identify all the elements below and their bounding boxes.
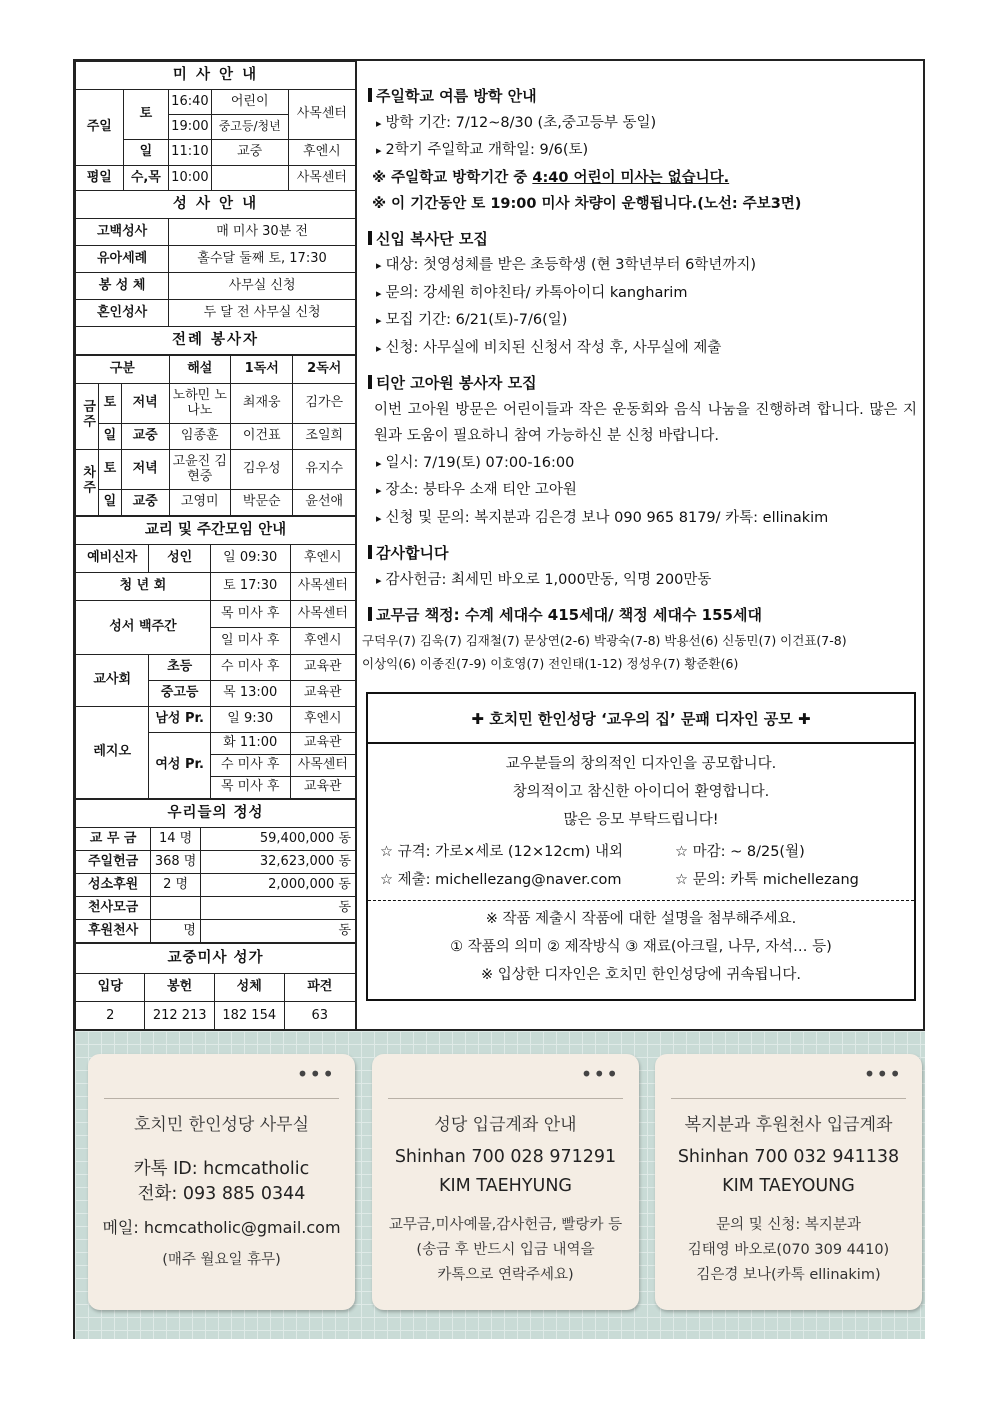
- mass-label: 저녁: [121, 450, 169, 490]
- notice-title: 신입 복사단 모집: [368, 226, 925, 253]
- card-line: 김은경 보나(카톡 ellinakim): [696, 1267, 881, 1283]
- more-icon: •••: [296, 1062, 335, 1086]
- notice-item: ▸ 대상: 첫영성체를 받은 초등학생 (현 3학년부터 6학년까지): [368, 252, 925, 280]
- hymn-header: 입당: [76, 974, 145, 1002]
- offering-amount: 동: [200, 897, 355, 920]
- card-title: 복지분과 후원천사 입금계좌: [684, 1115, 893, 1135]
- meeting-label: 교사회: [76, 655, 149, 707]
- day-label: 토: [98, 384, 121, 424]
- hymn-number: 182 154: [214, 1002, 284, 1031]
- mass-place: 후엔시: [288, 140, 355, 166]
- servers-header: 구분: [76, 356, 170, 384]
- server-name: 고영미: [169, 490, 231, 516]
- offering-amount: 59,400,000 동: [200, 828, 355, 851]
- meeting-time: 수 미사 후: [210, 755, 290, 777]
- contest-note: ※ 작품 제출시 작품에 대한 설명을 첨부해주세요.: [485, 911, 797, 927]
- day-label: 일: [98, 490, 121, 516]
- notice-item: ▸ 2학기 주일학교 개학일: 9/6(토): [368, 137, 925, 165]
- hymn-number: 212 213: [145, 1002, 215, 1031]
- mass-name: 교중: [211, 140, 288, 166]
- offering-key: 주일헌금: [76, 851, 151, 874]
- more-icon: •••: [863, 1062, 902, 1086]
- bulletin-page: [73, 59, 925, 1339]
- mass-name: 중고등/청년: [211, 115, 288, 140]
- card-line: 문의 및 신청: 복지분과: [716, 1217, 861, 1233]
- contest-note: ① 작품의 의미 ② 제작방식 ③ 재료(아크릴, 나무, 자석… 등): [450, 939, 832, 955]
- meeting-time: 목 미사 후: [210, 777, 290, 799]
- servers-header: 2독서: [293, 356, 356, 384]
- card-line: KIM TAEHYUNG: [439, 1176, 572, 1196]
- office-card: [88, 1054, 355, 1310]
- servers-header: 1독서: [231, 356, 293, 384]
- meeting-time: 일 미사 후: [210, 628, 290, 655]
- card-title: 호치민 한인성당 사무실: [133, 1115, 310, 1135]
- sacrament-key: 봉 성 체: [76, 273, 169, 300]
- card-line: (매주 월요일 휴무): [162, 1252, 281, 1268]
- day-label: 일: [98, 424, 121, 450]
- design-contest-box: [366, 692, 916, 1001]
- contest-meta: [380, 834, 902, 900]
- offering-count: 14 명: [151, 828, 201, 851]
- meeting-place: 교육관: [290, 681, 355, 707]
- meeting-label: 청 년 회: [76, 573, 211, 601]
- server-name: 조일희: [293, 424, 356, 450]
- notice-item: ▸ 문의: 강세원 히야친타/ 카톡아이디 kangharim: [368, 280, 925, 308]
- left-table: [75, 61, 356, 355]
- mass-time: 16:40: [169, 90, 211, 115]
- this-week-label: 금주: [80, 399, 96, 430]
- dues-names: 구덕우(7) 김욱(7) 김재철(7) 문상연(2-6) 박광숙(7-8) 박용선(6) 신동민(7) 이건표(7-8): [362, 632, 847, 648]
- server-name: 임종훈: [169, 424, 231, 450]
- dues-names: 이상익(6) 이종진(7-9) 이호영(7) 전인태(1-12) 정성우(7) 황준환(6): [362, 655, 739, 671]
- mass-label: 교중: [121, 424, 169, 450]
- mass-time: 10:00: [169, 166, 211, 191]
- mass-label: 저녁: [121, 384, 169, 424]
- notice-item: ▸ 신청: 사무실에 비치된 신청서 작성 후, 사무실에 제출: [368, 335, 925, 363]
- notice-title: 교무금 책정: 수계 세대수 415세대/ 책정 세대수 155세대: [368, 602, 925, 629]
- meeting-sub: 성인: [149, 545, 211, 573]
- card-line: KIM TAEYOUNG: [722, 1176, 855, 1196]
- card-line: Shinhan 700 028 971291: [394, 1147, 617, 1167]
- hymn-number: 63: [284, 1002, 355, 1031]
- sacrament-key: 혼인성사: [76, 300, 169, 327]
- mass-name-empty: [211, 166, 288, 191]
- day-label: 토: [98, 450, 121, 490]
- mass-label: 교중: [121, 490, 169, 516]
- notice-item: ▸ 장소: 붕타우 소재 티안 고아원: [368, 477, 925, 505]
- weekday-label: 평일: [76, 166, 124, 191]
- meeting-sub: 남성 Pr.: [149, 707, 211, 733]
- server-name: 김우성: [231, 450, 293, 490]
- notice-item: ▸ 신청 및 문의: 복지분과 김은경 보나 090 965 8179/ 카톡: ellinakim: [368, 505, 925, 533]
- meeting-time: 목 미사 후: [210, 601, 290, 628]
- offering-count: 368 명: [151, 851, 201, 874]
- meeting-sub: 여성 Pr.: [149, 733, 211, 799]
- notice-warning-underlined: 4:40 어린이 미사는 없습니다.: [532, 169, 730, 186]
- meeting-place: 교육관: [290, 777, 355, 799]
- server-name: 윤선애: [293, 490, 356, 516]
- contest-body: [368, 744, 914, 900]
- card-line: 메일: hcmcatholic@gmail.com: [102, 1218, 341, 1237]
- card-line: 카톡 ID: hcmcatholic: [133, 1159, 310, 1179]
- mass-name: 어린이: [211, 90, 288, 115]
- more-icon: •••: [580, 1062, 619, 1086]
- hymn-header: 파견: [284, 974, 355, 1002]
- sunday-label: 주일: [76, 90, 124, 166]
- offering-key: 성소후원: [76, 874, 151, 897]
- meeting-time: 수 미사 후: [210, 655, 290, 681]
- card-line: 전화: 093 885 0344: [137, 1184, 306, 1204]
- offering-key: 교 무 금: [76, 828, 151, 851]
- notice-item: ▸ 일시: 7/19(토) 07:00-16:00: [368, 450, 925, 478]
- meeting-place: 교육관: [290, 655, 355, 681]
- server-name: 김가은: [293, 384, 356, 424]
- notice-warning: ※ 이 기간동안 토 19:00 미사 차량이 운행됩니다.(노선: 주보3면): [372, 196, 802, 212]
- notice-title: 티안 고아원 봉사자 모집: [368, 370, 925, 397]
- contact-cards-area: [75, 1029, 925, 1339]
- notice-title: 주일학교 여름 방학 안내: [368, 83, 925, 110]
- mass-time: 11:10: [169, 140, 211, 166]
- notice-title: 감사합니다: [368, 540, 925, 567]
- notice-warning: [372, 165, 925, 192]
- servers-table: [75, 355, 356, 516]
- contest-note: ※ 입상한 디자인은 호치민 한인성당에 귀속됩니다.: [481, 967, 801, 983]
- hymn-header: 봉헌: [145, 974, 215, 1002]
- server-name: 유지수: [293, 450, 356, 490]
- contest-deadline: ☆ 마감: ~ 8/25(월): [675, 844, 805, 860]
- card-line: 카톡으로 연락주세요): [437, 1267, 574, 1283]
- offering-amount: 동: [200, 920, 355, 943]
- meeting-label: 레지오: [76, 707, 149, 799]
- card-line: 교무금,미사예물,감사헌금, 빨랑카 등: [388, 1217, 623, 1233]
- parish-account-card: [372, 1054, 639, 1310]
- offering-count: 명: [151, 920, 201, 943]
- meeting-time: 토 17:30: [210, 573, 290, 601]
- sacrament-value: 홀수달 둘째 토, 17:30: [169, 246, 356, 273]
- server-name: 고윤진 김현중: [169, 450, 231, 490]
- card-line: Shinhan 700 032 941138: [677, 1147, 900, 1167]
- meeting-place: 사목센터: [290, 755, 355, 777]
- meeting-time: 목 13:00: [210, 681, 290, 707]
- meeting-place: 후엔시: [290, 545, 355, 573]
- contest-title: ✚ 호치민 한인성당 ‘교우의 집’ 문패 디자인 공모 ✚: [368, 694, 914, 744]
- right-column: [358, 61, 925, 1029]
- contest-line: 창의적이고 참신한 아이디어 환영합니다.: [512, 784, 770, 800]
- offering-title: 우리들의 정성: [76, 800, 356, 828]
- hymn-number: 2: [76, 1002, 145, 1031]
- hymns-table: [75, 943, 356, 1031]
- offering-amount: 2,000,000 동: [200, 874, 355, 897]
- left-column: [75, 61, 357, 1029]
- meeting-place: 후엔시: [290, 628, 355, 655]
- meetings-table: [75, 516, 356, 799]
- notice-warning-text: ※ 주일학교 방학기간 중: [372, 169, 533, 186]
- meeting-place: 후엔시: [290, 707, 355, 733]
- offering-count: 2 명: [151, 874, 201, 897]
- card-line: (송금 후 반드시 입금 내역을: [416, 1242, 595, 1258]
- weekday-days: 수,목: [123, 166, 169, 191]
- server-name: 노하민 노나노: [169, 384, 231, 424]
- card-line: 김태영 바오로(070 309 4410): [687, 1242, 890, 1258]
- contest-inquiry: ☆ 문의: 카톡 michellezang: [675, 872, 859, 888]
- sacrament-key: 고백성사: [76, 219, 169, 246]
- meeting-label: 성서 백주간: [76, 601, 211, 655]
- notice-item: ▸ 방학 기간: 7/12~8/30 (초,중고등부 동일): [368, 110, 925, 138]
- server-name: 최재웅: [231, 384, 293, 424]
- meeting-place: 교육관: [290, 733, 355, 755]
- mass-title: 미 사 안 내: [76, 62, 356, 90]
- servers-title: 전례 봉사자: [76, 327, 356, 355]
- mass-time: 19:00: [169, 115, 211, 140]
- meeting-place: 사목센터: [290, 601, 355, 628]
- offering-key: 천사모금: [76, 897, 151, 920]
- mass-place: 사목센터: [288, 90, 355, 140]
- offering-key: 후원천사: [76, 920, 151, 943]
- contest-submit: ☆ 제출: michellezang@naver.com: [380, 872, 622, 888]
- sacrament-value: 매 미사 30분 전: [169, 219, 356, 246]
- contest-spec: ☆ 규격: 가로×세로 (12×12cm) 내외: [380, 844, 623, 860]
- hymn-header: 성체: [214, 974, 284, 1002]
- sun-label: 일: [123, 140, 169, 166]
- card-title: 성당 입금계좌 안내: [434, 1115, 577, 1135]
- notices: [358, 61, 925, 675]
- sacrament-key: 유아세례: [76, 246, 169, 273]
- notice-item: ▸ 감사헌금: 최세민 바오로 1,000만동, 익명 200만동: [368, 567, 925, 595]
- sacraments-title: 성 사 안 내: [76, 191, 356, 219]
- meeting-time: 일 09:30: [210, 545, 290, 573]
- meeting-time: 일 9:30: [210, 707, 290, 733]
- sacrament-value: 사무실 신청: [169, 273, 356, 300]
- hymns-title: 교중미사 성가: [76, 944, 356, 974]
- meeting-sub: 초등: [149, 655, 211, 681]
- next-week-label: 차주: [80, 465, 96, 496]
- server-name: 박문순: [231, 490, 293, 516]
- servers-header: 해설: [169, 356, 231, 384]
- meeting-label: 예비신자: [76, 545, 149, 573]
- sacrament-value: 두 달 전 사무실 신청: [169, 300, 356, 327]
- notice-item: ▸ 모집 기간: 6/21(토)-7/6(일): [368, 307, 925, 335]
- meeting-sub: 중고등: [149, 681, 211, 707]
- offering-count: [151, 897, 201, 920]
- mass-place: 사목센터: [288, 166, 355, 191]
- meetings-title: 교리 및 주간모임 안내: [76, 517, 356, 545]
- contest-line: 교우분들의 창의적인 디자인을 공모합니다.: [505, 756, 777, 772]
- sat-label: 토: [123, 90, 169, 140]
- notice-paragraph: 이번 고아원 방문은 어린이들과 작은 운동회와 음식 나눔을 진행하려 합니다. 많은 지원과 도움이 필요하니 참여 가능하신 분 신청 바랍니다.: [374, 401, 917, 444]
- meeting-time: 화 11:00: [210, 733, 290, 755]
- contest-line: 많은 응모 부탁드립니다!: [563, 812, 719, 828]
- meeting-place: 사목센터: [290, 573, 355, 601]
- offering-amount: 32,623,000 동: [200, 851, 355, 874]
- server-name: 이건표: [231, 424, 293, 450]
- offering-table: [75, 799, 356, 943]
- contest-footer: [368, 900, 914, 989]
- welfare-account-card: [655, 1054, 922, 1310]
